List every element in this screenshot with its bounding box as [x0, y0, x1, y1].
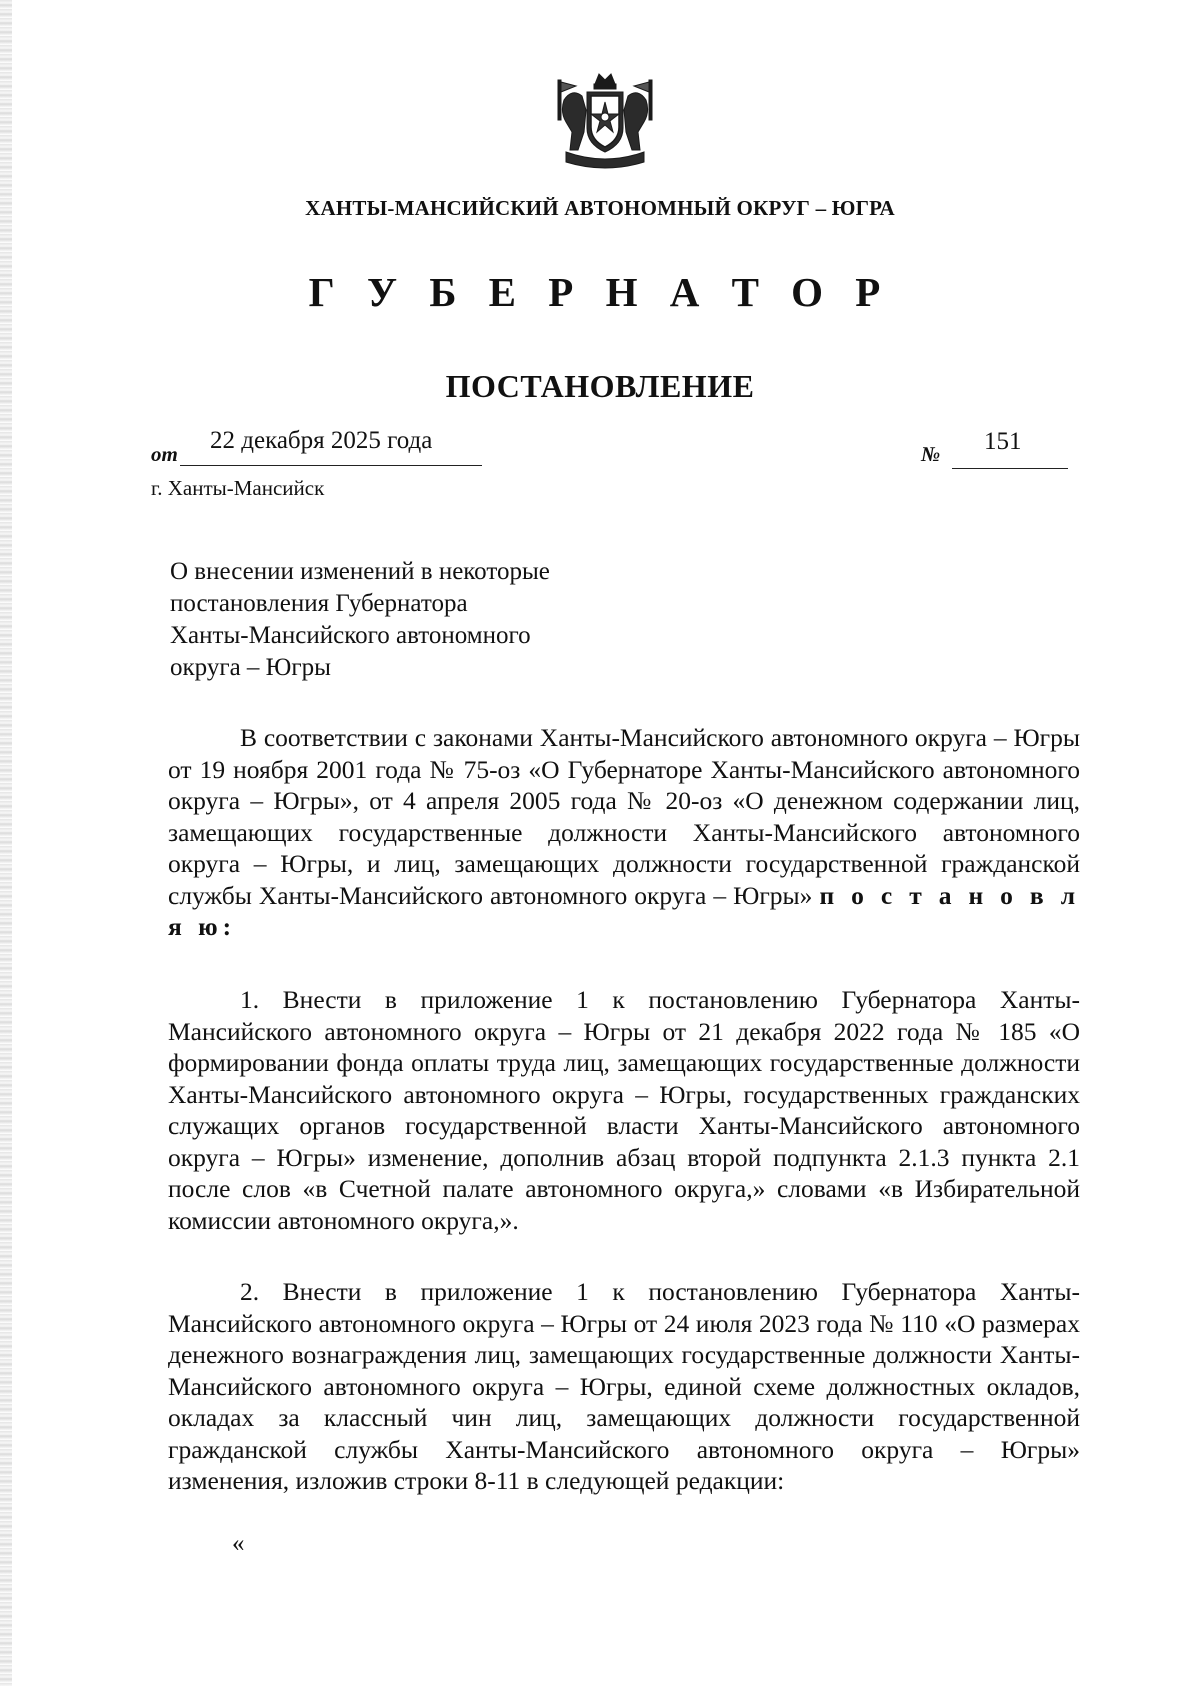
clause-2-text: 2. Внести в приложение 1 к постановлению Губернатора Ханты-Мансийского автономного округа – Югры от 24 июля 2023 года № 110 «О размерах денежного вознаграждения лиц, замещающих государственные должности Ханты-Мансийского автономного округа – Югры, единой схеме должностных окладов, окладах за классный чин лиц, замещающих должности государственной гражданской службы Ханты-Мансийского автономного округа – Югры» изменения, изложив строки 8-11 в следующей редакции: [168, 1277, 1080, 1495]
clause-2 [168, 1276, 1080, 1497]
number-field [952, 428, 1068, 469]
document-number: 151 [984, 428, 1022, 455]
preamble-text: В соответствии с законами Ханты-Мансийского автономного округа – Югры от 19 ноября 2001 года № 75-оз «О Губернаторе Ханты-Мансийского автономного округа – Югры», от 4 апреля 2005 года № 20-оз «О денежном содержании лиц, замещающих государственные должности Ханты-Мансийского автономного округа – Югры, и лиц, замещающих должности государственной гражданской службы Ханты-Мансийского автономного округа – Югры» [168, 723, 1080, 910]
resolve-word: п о с т а н о в л я ю: [168, 880, 1081, 941]
coat-of-arms-icon [550, 70, 660, 174]
subject-line: Ханты-Мансийского автономного [170, 622, 531, 649]
subject-line: округа – Югры [170, 654, 331, 681]
issue-city: г. Ханты-Мансийск [151, 476, 325, 500]
scan-edge [0, 0, 12, 1686]
subject-line: постановления Губернатора [170, 590, 468, 617]
document-type: ПОСТАНОВЛЕНИЕ [445, 368, 755, 404]
document-date: 22 декабря 2025 года [210, 427, 433, 454]
clause-1-text: 1. Внести в приложение 1 к постановлению Губернатора Ханты-Мансийского автономного округа – Югры от 21 декабря 2022 года № 185 «О формировании фонда оплаты труда лиц, замещающих государственные должности Ханты-Мансийского автономного округа – Югры, государственных гражданских служащих органов государственной власти Ханты-Мансийского автономного округа – Югры» изменение, дополнив абзац второй подпункта 2.1.3 пункта 2.1 после слов «в Счетной палате автономного округа,» словами «в Избирательной комиссии автономного округа,». [168, 985, 1080, 1235]
date-prefix: от [151, 442, 178, 466]
issuer-title: Г У Б Е Р Н А Т О Р [308, 269, 892, 315]
document-subject [170, 556, 630, 684]
subject-line: О внесении изменений в некоторые [170, 558, 550, 585]
opening-quote: « [232, 1530, 245, 1557]
clause-1 [168, 984, 1080, 1236]
preamble-paragraph [168, 722, 1080, 943]
date-field [180, 427, 482, 466]
region-name: ХАНТЫ-МАНСИЙСКИЙ АВТОНОМНЫЙ ОКРУГ – ЮГРА [305, 196, 895, 220]
number-prefix: № [921, 442, 941, 466]
